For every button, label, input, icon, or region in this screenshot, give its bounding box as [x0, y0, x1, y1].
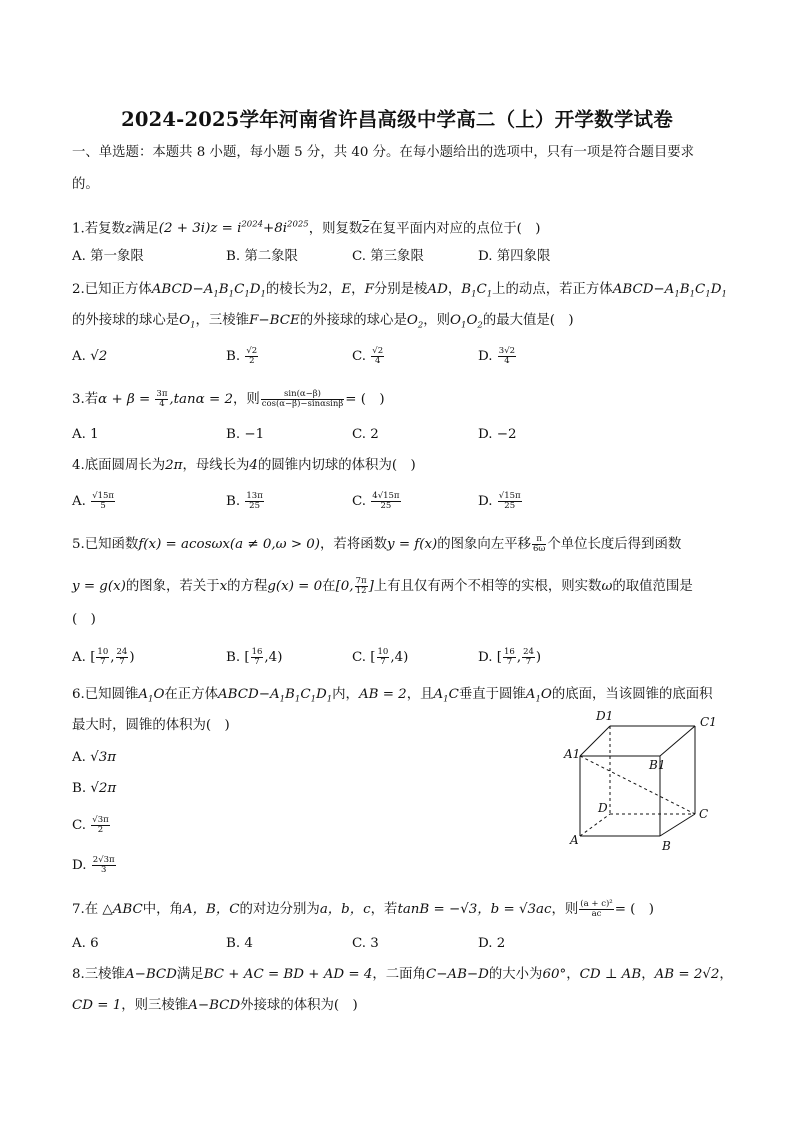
question-3: 3.若α + β = $\frac{3\pi}{4}$ ,tanα = 2，则 $\frac{\sin(\alpha-\beta)}{\cos(\alpha-\beta)-\sin\alpha\sin\beta}$ = ( )	[72, 389, 385, 409]
cube-figure	[560, 706, 730, 856]
q1-option-a: A. 第一象限	[72, 249, 144, 264]
q6-option-b: B. √2π	[72, 781, 117, 796]
question-5-line1: 5.已知函数f(x) = acosωx(a ≠ 0,ω > 0)，若将函数y = f(x)的图象向左平移 $\frac{\pi}{6\omega}$ 个单位长度后得到函数	[72, 534, 682, 554]
section-header: 一、单选题：本题共 8 小题，每小题 5 分，共 40 分。在每小题给出的选项中，只有一项是符合题目要求	[72, 145, 695, 160]
label-d: D	[598, 801, 608, 815]
q5-option-d: D. [ $\frac{16}{7}$ , $\frac{24}{7}$ )	[478, 647, 542, 667]
q3-option-d: D. −2	[478, 427, 517, 442]
q2-option-a: A. √2	[72, 349, 108, 364]
q3-option-b: B. −1	[226, 427, 265, 442]
q6-option-a: A. √3π	[72, 750, 117, 765]
label-a1: A1	[564, 747, 581, 761]
section-header-cont: 的。	[72, 177, 99, 192]
q7-option-c: C. 3	[352, 936, 379, 951]
q3-option-a: A. 1	[72, 427, 99, 442]
q1-option-d: D. 第四象限	[478, 249, 551, 264]
q4-option-b: B. $\frac{13\pi}{25}$	[226, 491, 263, 511]
question-6-line2: 最大时，圆锥的体积为( )	[72, 718, 230, 733]
q2-option-d: D. $\frac{3√2}{4}$	[478, 346, 516, 366]
question-7: 7.在 △ABC中，角A，B，C的对边分别为a，b，c，若tanB = −√3，b = √3ac，则 $\frac{\text{(a + c)²}}{ac}$ = ( )	[72, 899, 655, 919]
question-2-line2: 的外接球的球心是$O_1$，三棱锥F−BCE的外接球的球心是$O_2$，则$O_1O_2$的最大值是( )	[72, 313, 574, 331]
label-c: C	[699, 807, 709, 821]
q7-option-b: B. 4	[226, 936, 253, 951]
label-d1: D1	[596, 709, 614, 723]
q5-option-a: A. [ $\frac{10}{7}$ , $\frac{24}{7}$ )	[72, 647, 135, 667]
q5-option-c: C. [ $\frac{10}{7}$ ,4)	[352, 647, 409, 667]
question-5-line2: y = g(x)的图象，若关于x的方程g(x) = 0在[0, $\frac{7\pi}{12}$ ]上有且仅有两个不相等的实根，则实数ω的取值范围是	[72, 576, 693, 596]
q7-option-d: D. 2	[478, 936, 506, 951]
label-b: B	[662, 839, 671, 853]
question-2-line1: 2.已知正方体$ABCD-A_1B_1C_1D_1$的棱长为2，E，F分别是棱AD，$B_1C_1$上的动点，若正方体$ABCD-A_1B_1C_1D_1$	[72, 282, 727, 300]
q1-option-c: C. 第三象限	[352, 249, 424, 264]
q3-option-c: C. 2	[352, 427, 379, 442]
question-1: 1.若复数z满足$(2 + 3i)z = i^{2024}+8i^{2025}$，则复数$\overline{z}$在复平面内对应的点位于( )	[72, 220, 541, 237]
question-4: 4.底面圆周长为2π，母线长为4的圆锥内切球的体积为( )	[72, 458, 416, 473]
question-6-line1: 6.已知圆锥$A_1O$在正方体$ABCD-A_1B_1C_1D_1$内，AB = 2，且$A_1C$垂直于圆锥$A_1O$的底面，当该圆锥的底面积	[72, 687, 713, 705]
question-8-line2: CD = 1，则三棱锥A−BCD外接球的体积为( )	[72, 998, 358, 1013]
q7-option-a: A. 6	[72, 936, 99, 951]
exam-title: 2024-2025学年河南省许昌高级中学高二（上）开学数学试卷	[121, 108, 673, 131]
label-b1: B1	[649, 758, 666, 772]
question-8-line1: 8.三棱锥A−BCD满足BC + AC = BD + AD = 4，二面角C−AB−D的大小为60°，CD ⊥ AB，AB = 2√2，	[72, 967, 733, 982]
question-5-line3: ( )	[72, 612, 96, 627]
q1-option-b: B. 第二象限	[226, 249, 298, 264]
q4-option-d: D. $\frac{√15\pi}{25}$	[478, 491, 521, 511]
q4-option-a: A. $\frac{√15\pi}{5}$	[72, 491, 115, 511]
label-a: A	[570, 833, 579, 847]
q2-option-b: B. $\frac{√2}{2}$	[226, 346, 258, 366]
q6-option-d: D. $\frac{2√3\pi}{3}$	[72, 855, 115, 875]
q4-option-c: C. $\frac{4√15\pi}{25}$	[352, 491, 400, 511]
q6-option-c: C. $\frac{√3\pi}{2}$	[72, 815, 109, 835]
q5-option-b: B. [ $\frac{16}{7}$ ,4)	[226, 647, 283, 667]
label-c1: C1	[700, 715, 717, 729]
q2-option-c: C. $\frac{√2}{4}$	[352, 346, 384, 366]
